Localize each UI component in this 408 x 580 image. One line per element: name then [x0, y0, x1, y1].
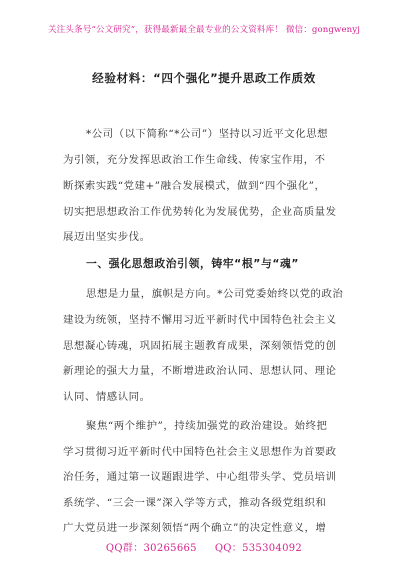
paragraph-line: 思想是力量，旗帜是方向。*公司党委始终以党的政治 [86, 288, 344, 300]
paragraph-line: 认同、情感认同。 [63, 391, 151, 403]
footer-qq: QQ：535304092 [214, 543, 303, 554]
paragraph-line: 聚焦“两个维护”，持续加强党的政治建设。始终把 [86, 420, 328, 432]
paragraph-line: 广大党员进一步深刻领悟“两个确立”的决定性意义，增 [63, 522, 327, 534]
footer-qq-group: QQ群：30265665 [105, 543, 197, 554]
intro-line: *公司（以下简称“*公司”）坚持以习近平文化思想 [86, 128, 329, 140]
header-banner: 关注头条号“公文研究”，获得最新最全最专业的公文资料库！ 微信：gongwenyj [47, 25, 361, 35]
intro-line: 展迈出坚实步伐。 [63, 231, 151, 243]
paragraph-line: 新理论的强大力量，不断增进政治认同、思想认同、理论 [63, 365, 337, 377]
paragraph-line: 建设为统领，坚持不懈用习近平新时代中国特色社会主义 [63, 314, 337, 326]
intro-line: 为引领，充分发挥思政治工作生命线、传家宝作用，不 [63, 154, 326, 166]
paragraph-line: 思想凝心铸魂，巩固拓展主题教育成果，深刻领悟党的创 [63, 340, 337, 352]
intro-line: 切实把思想政治工作优势转化为发展优势，企业高质量发 [63, 206, 337, 218]
paragraph-line: 治任务，通过第一议题跟进学、中心组带头学、党员培训 [63, 471, 337, 483]
document-title: 经验材料：“四个强化”提升思政工作质效 [92, 71, 316, 85]
paragraph-line: 系统学、“三会一课”深入学等方式，推动各级党组织和 [63, 497, 327, 509]
section-heading: 一、强化思想政治引领，铸牢“根”与“魂” [86, 257, 300, 270]
intro-line: 断探索实践“党建+”融合发展模式，做到“四个强化”， [63, 180, 326, 192]
paragraph-line: 学习贯彻习近平新时代中国特色社会主义思想作为首要政 [63, 446, 337, 458]
footer-contact [0, 539, 408, 554]
